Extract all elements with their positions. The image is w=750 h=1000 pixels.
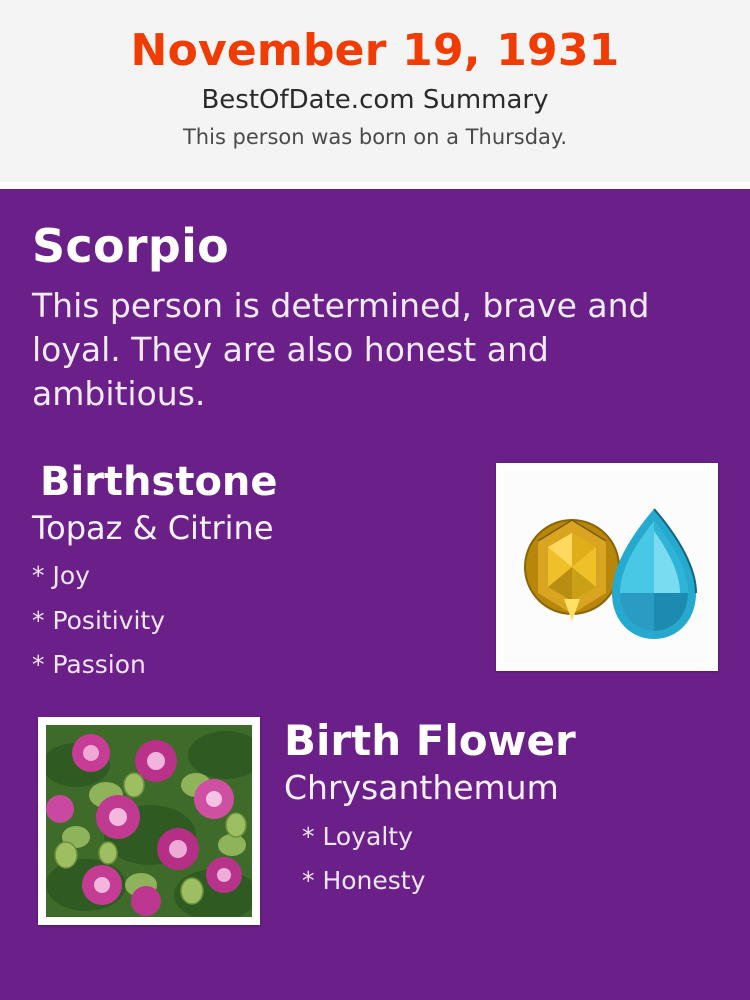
header-divider bbox=[0, 182, 750, 189]
birth-flower-trait: * Honesty bbox=[302, 866, 426, 896]
birthstone-gems-icon bbox=[504, 471, 710, 663]
birthstone-trait: * Positivity bbox=[32, 605, 165, 635]
birth-flower-trait: * Loyalty bbox=[302, 821, 413, 851]
birthstone-photo bbox=[496, 463, 718, 671]
birthstone-trait: * Passion bbox=[32, 650, 146, 680]
page-title: November 19, 1931 bbox=[130, 25, 620, 76]
birth-flower-photo bbox=[38, 717, 260, 925]
birthstone-title: Birthstone bbox=[40, 459, 278, 506]
birthstone-section bbox=[32, 460, 718, 681]
zodiac-sign-name: Scorpio bbox=[32, 219, 230, 273]
site-summary-label: BestOfDate.com Summary bbox=[201, 85, 549, 116]
birth-flower-section bbox=[32, 717, 718, 932]
chrysanthemum-photo-icon bbox=[46, 725, 252, 917]
card-header bbox=[0, 0, 750, 182]
born-day-note: This person was born on a Thursday. bbox=[182, 125, 568, 150]
zodiac-description: This person is determined, brave and loyal. They are also honest and ambitious. bbox=[32, 285, 650, 414]
birthstone-text bbox=[32, 460, 472, 681]
card-body bbox=[0, 189, 750, 1000]
birth-flower-name: Chrysanthemum bbox=[284, 767, 559, 807]
birth-flower-title: Birth Flower bbox=[284, 715, 576, 765]
birth-flower-text bbox=[284, 717, 718, 897]
birthstone-trait: * Joy bbox=[32, 561, 90, 591]
birthstone-name: Topaz & Citrine bbox=[32, 509, 274, 548]
